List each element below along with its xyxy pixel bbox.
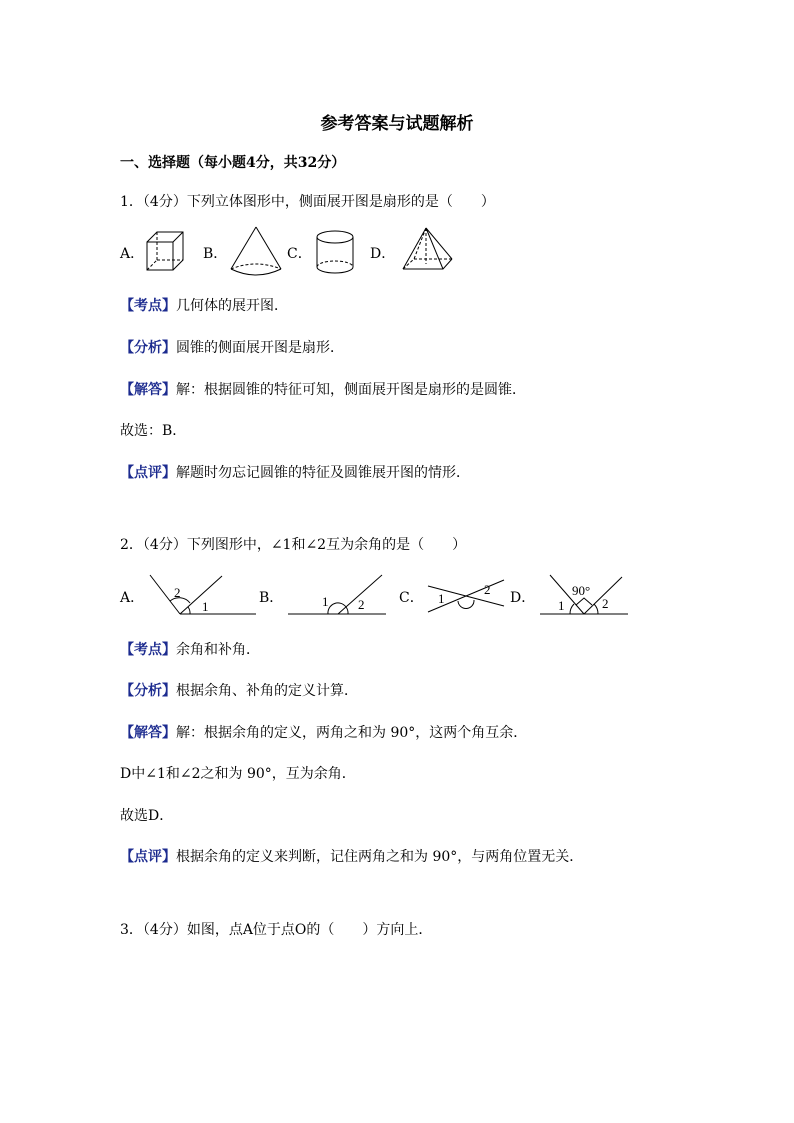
q2-kaodian	[120, 641, 260, 659]
dianping-tag: 【点评】	[120, 465, 176, 481]
jieda-tag: 【解答】	[120, 382, 176, 398]
kaodian-tag: 【考点】	[120, 642, 176, 658]
jieda-tag: 【解答】	[120, 725, 176, 741]
cone-figure	[228, 225, 284, 277]
kaodian-text: 余角和补角．	[176, 642, 260, 658]
pyramid-figure	[398, 226, 456, 276]
angle-figure-d	[538, 573, 630, 618]
cylinder-figure	[313, 227, 357, 277]
q2-option-c-label: C．	[399, 590, 424, 606]
angle-c-label-1: 1	[438, 591, 445, 606]
section-heading: 一、选择题（每小题4分，共32分）	[120, 155, 346, 171]
angle-figure-b	[286, 573, 388, 618]
fenxi-tag: 【分析】	[120, 683, 176, 699]
q2-answer: 故选D．	[120, 808, 174, 824]
angle-b-label-2: 2	[358, 597, 365, 612]
q1-fenxi	[120, 339, 344, 357]
jieda-text: 解：根据余角的定义，两角之和为 90°，这两个角互余．	[176, 725, 528, 741]
angle-d-label-90: 90°	[572, 583, 591, 598]
kaodian-tag: 【考点】	[120, 298, 176, 314]
q2-stem: 2．（4分）下列图形中，∠1和∠2互为余角的是（ ）	[120, 537, 467, 553]
angle-c-label-2: 2	[484, 582, 491, 597]
angle-a-label-1: 1	[202, 599, 209, 614]
q2-option-a-label: A．	[120, 590, 145, 606]
fenxi-text: 圆锥的侧面展开图是扇形．	[176, 340, 344, 356]
q1-answer: 故选：B．	[120, 423, 187, 439]
angle-d-label-2: 2	[602, 596, 609, 611]
angle-b-label-1: 1	[322, 594, 329, 609]
q2-option-d-label: D．	[510, 590, 536, 606]
q2-dianping	[120, 848, 583, 866]
q3-stem: 3．（4分）如图，点A位于点O的（ ）方向上．	[120, 922, 433, 938]
angle-a-label-2: 2	[174, 585, 181, 600]
q1-jieda	[120, 381, 526, 399]
angle-figure-c	[424, 578, 508, 616]
jieda-text: 解：根据圆锥的特征可知，侧面展开图是扇形的是圆锥．	[176, 382, 526, 398]
dianping-text: 解题时勿忘记圆锥的特征及圆锥展开图的情形．	[176, 465, 470, 481]
angle-d-label-1: 1	[558, 598, 565, 613]
dianping-tag: 【点评】	[120, 849, 176, 865]
q2-option-b-label: B．	[259, 590, 284, 606]
q1-option-d-label: D．	[370, 246, 396, 262]
fenxi-tag: 【分析】	[120, 340, 176, 356]
q1-option-a-label: A．	[120, 246, 145, 262]
q2-fenxi	[120, 682, 358, 700]
q2-jieda	[120, 724, 527, 742]
page-title: 参考答案与试题解析	[320, 114, 474, 134]
q1-option-c-label: C．	[287, 246, 312, 262]
q1-kaodian	[120, 297, 288, 315]
q1-stem: 1．（4分）下列立体图形中，侧面展开图是扇形的是（ ）	[120, 194, 495, 210]
q1-dianping	[120, 464, 470, 482]
q1-option-b-label: B．	[203, 246, 228, 262]
angle-figure-a	[148, 573, 258, 618]
kaodian-text: 几何体的展开图．	[176, 298, 288, 314]
dianping-text: 根据余角的定义来判断，记住两角之和为 90°，与两角位置无关．	[176, 849, 584, 865]
cube-figure	[145, 229, 185, 274]
q2-jieda-line2: D中∠1和∠2之和为 90°，互为余角．	[120, 766, 356, 782]
fenxi-text: 根据余角、补角的定义计算．	[176, 683, 358, 699]
